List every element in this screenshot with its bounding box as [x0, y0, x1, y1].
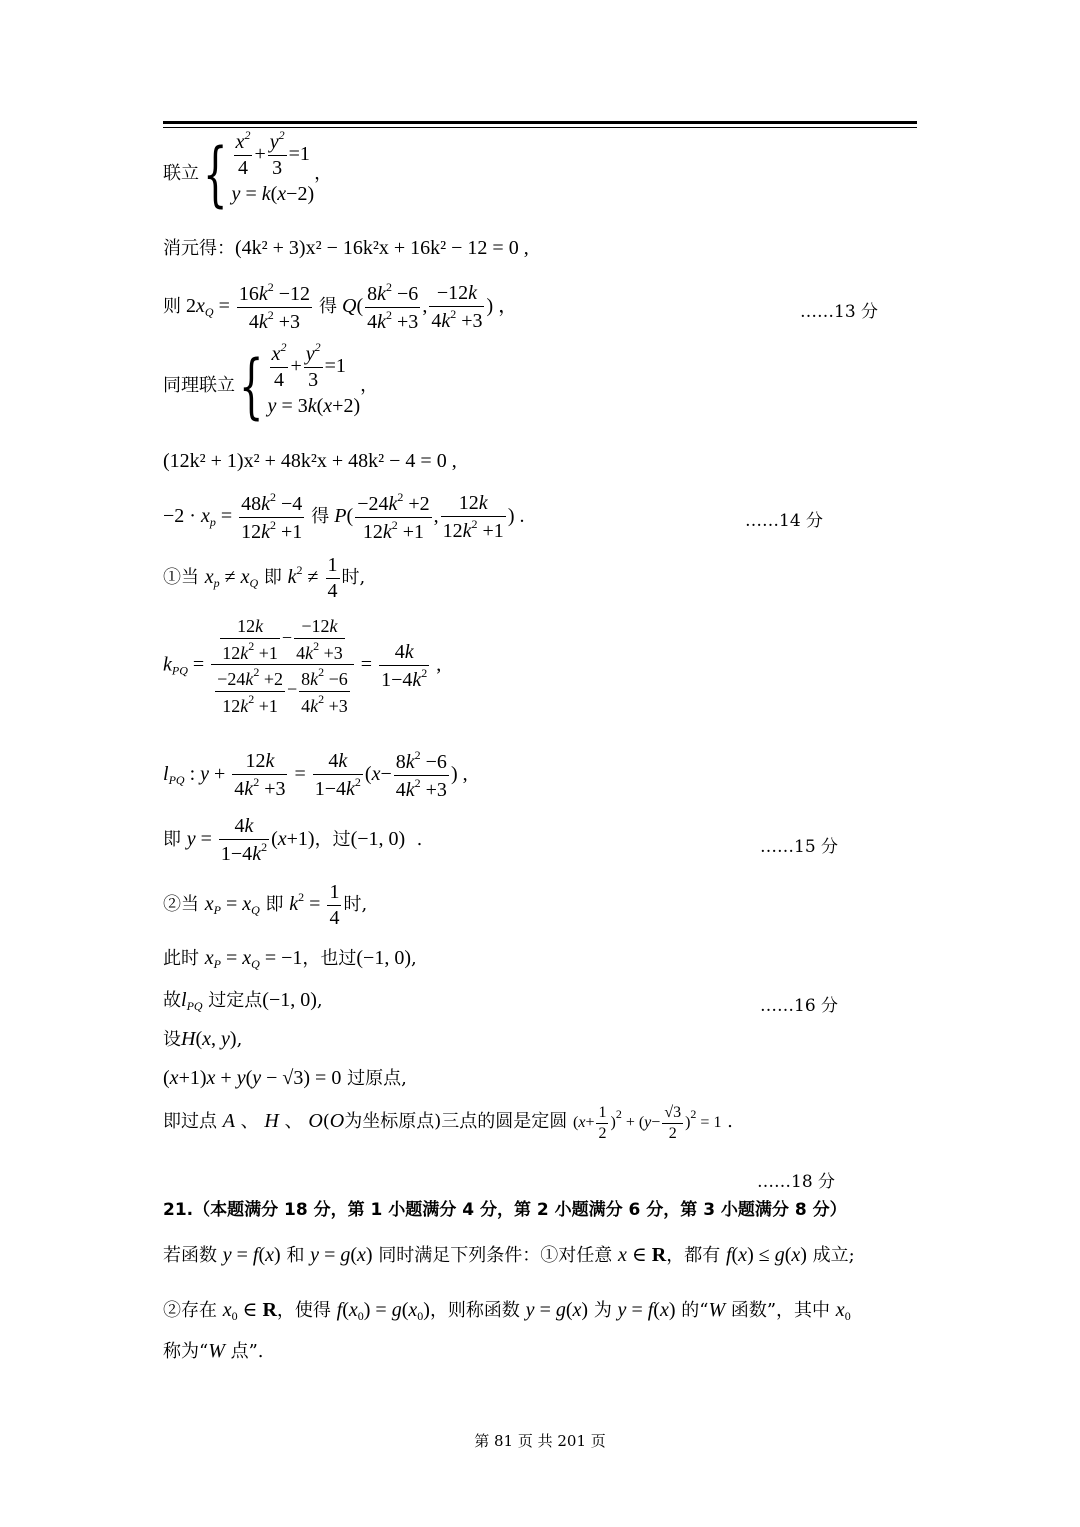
- score-15: ……15 分: [760, 837, 839, 857]
- xp-line: $-2 \cdot x_p$ = $\frac{48k^2 -4}{12k^2 +1}$ 得 P( $\frac{-24k^2 +2}{12k^2 +1}$ , $\frac{12k}{12k^2 +1}$ ) .: [163, 490, 525, 543]
- question-21-heading: 21.（本题满分 18 分，第 1 小题满分 4 分，第 2 小题满分 6 分，第 3 小题满分 8 分）: [163, 1200, 847, 1220]
- line-through: 即 y = $\frac{4k}{1-4k^2}$ (x+1)，过(−1, 0) .: [163, 815, 423, 865]
- circle-line: 即过点 A 、 H 、 O(O为坐标原点)三点的圆是定圆 (x+ $\frac{1}{2}$ )$^2$ + (y− $\frac{√3}{2}$ )$^2$ = 1 .: [163, 1104, 733, 1142]
- fixed-point: 故$l_{PQ}$ 过定点(−1, 0),: [163, 989, 323, 1013]
- case-2: ②当 $x_P = x_Q$ 即 $k^2$ = $\frac{1}{4}$ 时,: [163, 881, 368, 929]
- score-14: ……14 分: [745, 511, 824, 531]
- question-21-line3: 称为“W 点”.: [163, 1340, 264, 1362]
- page-footer: 第 81 页 共 201 页: [474, 1432, 606, 1450]
- system-2: 同理联立{ $\frac{x^2}{4}$ + $\frac{y^2}{3}$ =1 y = 3 k ( x +2) ，: [163, 339, 379, 427]
- score-18: ……18 分: [757, 1172, 836, 1192]
- lpq-line: $l_{PQ}$ : y + $\frac{12k}{4k^2 +3}$ = $\frac{4k}{1-4k^2}$ (x− $\frac{8k^2 -6}{4k^2 +3}$ ) ,: [163, 748, 468, 801]
- header-rule: [163, 121, 917, 124]
- eliminate-line: 消元得：(4k² + 3)x² − 16k²x + 16k² − 12 = 0 ,: [163, 237, 529, 259]
- eq-12k: (12k² + 1)x² + 48k²x + 48k² − 4 = 0 ,: [163, 450, 457, 472]
- system-1: 联立{ $\frac{x^2}{4}$ + $\frac{y^2}{3}$ =1 y = k ( x −2) ，: [163, 127, 333, 215]
- question-21-line1: 若函数 y = f(x) 和 y = g(x) 同时满足下列条件：①对任意 x ∈ R，都有 f(x) ≤ g(x) 成立;: [163, 1244, 855, 1266]
- score-13: ……13 分: [800, 302, 879, 322]
- question-21-line2: ②存在 $x_0$ ∈ R，使得 $f(x_0) = g(x_0)$，则称函数 y = g(x) 为 y = f(x) 的“W 函数”，其中 $x_0$: [163, 1299, 851, 1323]
- set-h: 设H(x, y),: [163, 1028, 243, 1050]
- score-16: ……16 分: [760, 996, 839, 1016]
- origin-line: (x+1)x + y(y − √3) = 0 过原点,: [163, 1067, 407, 1089]
- kpq-line: $k_{PQ}$ = $\frac{12k}{12k^2 +1}$ − $\frac{-12k}{4k^2 +3}$ $\frac{-24k^2 +2}{12k^2 +1}$ − $\frac{8k^2 -6}{4k^2 +3}$ = $\frac{4k}{1-4k^2}$ ,: [163, 616, 442, 716]
- case-2-result: 此时 $x_P = x_Q = -1$，也过(−1, 0),: [163, 947, 417, 971]
- case-1: ①当 $x_p \ne x_Q$ 即 $k^2$ ≠ $\frac{1}{4}$ 时,: [163, 554, 366, 602]
- xq-line: 则 $2x_Q$ = $\frac{16k^2 -12}{4k^2 +3}$ 得 Q( $\frac{8k^2 -6}{4k^2 +3}$ , $\frac{-12k}{4k^2 +3}$ ) ，: [163, 280, 519, 333]
